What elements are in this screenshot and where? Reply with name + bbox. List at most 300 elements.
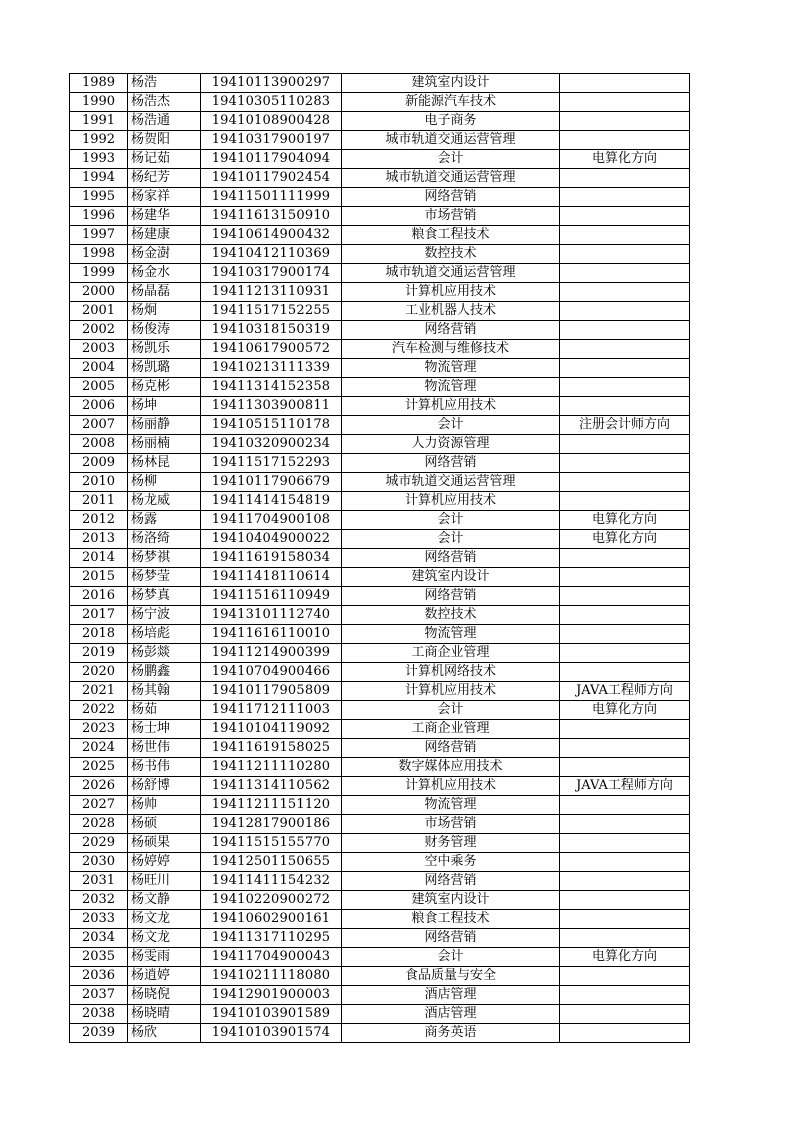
table-row xyxy=(70,302,690,321)
direction-note-cell xyxy=(560,568,690,587)
row-number-cell: 2026 xyxy=(70,777,128,796)
row-number-cell: 1996 xyxy=(70,207,128,226)
major-cell: 网络营销 xyxy=(342,321,560,340)
student-id-cell: 19411712111003 xyxy=(201,701,342,720)
student-id-cell: 19413101112740 xyxy=(201,606,342,625)
major-cell: 市场营销 xyxy=(342,207,560,226)
major-cell: 会计 xyxy=(342,150,560,169)
student-id-cell: 19411517152255 xyxy=(201,302,342,321)
major-cell: 网络营销 xyxy=(342,454,560,473)
row-number-cell: 2010 xyxy=(70,473,128,492)
major-cell: 会计 xyxy=(342,416,560,435)
row-number-cell: 2016 xyxy=(70,587,128,606)
direction-note-cell xyxy=(560,663,690,682)
direction-note-cell xyxy=(560,112,690,131)
student-name-cell: 杨柳 xyxy=(128,473,201,492)
student-name-cell: 杨家祥 xyxy=(128,188,201,207)
table-row xyxy=(70,853,690,872)
student-name-cell: 杨龙威 xyxy=(128,492,201,511)
direction-note-cell xyxy=(560,492,690,511)
table-row xyxy=(70,188,690,207)
direction-note-cell: 电算化方向 xyxy=(560,530,690,549)
table-row xyxy=(70,226,690,245)
direction-note-cell xyxy=(560,93,690,112)
row-number-cell: 2000 xyxy=(70,283,128,302)
table-row xyxy=(70,454,690,473)
row-number-cell: 2011 xyxy=(70,492,128,511)
student-id-cell: 19411517152293 xyxy=(201,454,342,473)
row-number-cell: 2021 xyxy=(70,682,128,701)
direction-note-cell xyxy=(560,872,690,891)
student-name-cell: 杨露 xyxy=(128,511,201,530)
table-row xyxy=(70,74,690,93)
table-row xyxy=(70,872,690,891)
student-id-cell: 19411213110931 xyxy=(201,283,342,302)
direction-note-cell xyxy=(560,967,690,986)
student-name-cell: 杨纪芳 xyxy=(128,169,201,188)
table-row xyxy=(70,473,690,492)
row-number-cell: 2034 xyxy=(70,929,128,948)
student-name-cell: 杨世伟 xyxy=(128,739,201,758)
student-name-cell: 杨贺阳 xyxy=(128,131,201,150)
row-number-cell: 2030 xyxy=(70,853,128,872)
student-id-cell: 19411214900399 xyxy=(201,644,342,663)
direction-note-cell: 注册会计师方向 xyxy=(560,416,690,435)
table-row xyxy=(70,150,690,169)
row-number-cell: 2007 xyxy=(70,416,128,435)
major-cell: 数控技术 xyxy=(342,245,560,264)
student-name-cell: 杨帅 xyxy=(128,796,201,815)
student-id-cell: 19410404900022 xyxy=(201,530,342,549)
student-name-cell: 杨文静 xyxy=(128,891,201,910)
direction-note-cell xyxy=(560,739,690,758)
student-name-cell: 杨硕果 xyxy=(128,834,201,853)
table-row xyxy=(70,815,690,834)
major-cell: 财务管理 xyxy=(342,834,560,853)
student-name-cell: 杨凯乐 xyxy=(128,340,201,359)
student-id-cell: 19410617900572 xyxy=(201,340,342,359)
table-row xyxy=(70,359,690,378)
table-row xyxy=(70,606,690,625)
table-row xyxy=(70,131,690,150)
student-name-cell: 杨文龙 xyxy=(128,929,201,948)
student-name-cell: 杨晶磊 xyxy=(128,283,201,302)
student-name-cell: 杨俊涛 xyxy=(128,321,201,340)
direction-note-cell xyxy=(560,207,690,226)
direction-note-cell xyxy=(560,302,690,321)
direction-note-cell xyxy=(560,454,690,473)
direction-note-cell xyxy=(560,986,690,1005)
major-cell: 计算机应用技术 xyxy=(342,492,560,511)
row-number-cell: 2036 xyxy=(70,967,128,986)
major-cell: 城市轨道交通运营管理 xyxy=(342,131,560,150)
major-cell: 建筑室内设计 xyxy=(342,568,560,587)
student-id-cell: 19411501111999 xyxy=(201,188,342,207)
major-cell: 网络营销 xyxy=(342,587,560,606)
major-cell: 工商企业管理 xyxy=(342,644,560,663)
table-row xyxy=(70,796,690,815)
row-number-cell: 2013 xyxy=(70,530,128,549)
student-id-cell: 19410318150319 xyxy=(201,321,342,340)
student-name-cell: 杨舒博 xyxy=(128,777,201,796)
major-cell: 粮食工程技术 xyxy=(342,910,560,929)
table-row xyxy=(70,986,690,1005)
direction-note-cell xyxy=(560,549,690,568)
direction-note-cell xyxy=(560,796,690,815)
table-row xyxy=(70,245,690,264)
student-id-cell: 19411704900108 xyxy=(201,511,342,530)
table-row xyxy=(70,112,690,131)
table-row xyxy=(70,321,690,340)
major-cell: 食品质量与安全 xyxy=(342,967,560,986)
major-cell: 人力资源管理 xyxy=(342,435,560,454)
row-number-cell: 2038 xyxy=(70,1005,128,1024)
student-id-cell: 19411211110280 xyxy=(201,758,342,777)
direction-note-cell: 电算化方向 xyxy=(560,511,690,530)
table-row xyxy=(70,511,690,530)
direction-note-cell xyxy=(560,226,690,245)
major-cell: 城市轨道交通运营管理 xyxy=(342,264,560,283)
student-id-cell: 19411613150910 xyxy=(201,207,342,226)
major-cell: 空中乘务 xyxy=(342,853,560,872)
row-number-cell: 2020 xyxy=(70,663,128,682)
student-name-cell: 杨茹 xyxy=(128,701,201,720)
student-name-cell: 杨彭燚 xyxy=(128,644,201,663)
student-name-cell: 杨坤 xyxy=(128,397,201,416)
student-id-cell: 19410117902454 xyxy=(201,169,342,188)
table-row xyxy=(70,682,690,701)
table-row xyxy=(70,948,690,967)
table-row xyxy=(70,549,690,568)
student-id-cell: 19410515110178 xyxy=(201,416,342,435)
row-number-cell: 1991 xyxy=(70,112,128,131)
row-number-cell: 2028 xyxy=(70,815,128,834)
direction-note-cell xyxy=(560,435,690,454)
direction-note-cell xyxy=(560,1024,690,1043)
table-row xyxy=(70,625,690,644)
row-number-cell: 2006 xyxy=(70,397,128,416)
student-id-cell: 19412501150655 xyxy=(201,853,342,872)
major-cell: 汽车检测与维修技术 xyxy=(342,340,560,359)
student-name-cell: 杨建华 xyxy=(128,207,201,226)
row-number-cell: 2027 xyxy=(70,796,128,815)
table-row xyxy=(70,530,690,549)
direction-note-cell: 电算化方向 xyxy=(560,948,690,967)
student-id-cell: 19410704900466 xyxy=(201,663,342,682)
major-cell: 会计 xyxy=(342,511,560,530)
student-name-cell: 杨林昆 xyxy=(128,454,201,473)
direction-note-cell xyxy=(560,834,690,853)
direction-note-cell xyxy=(560,644,690,663)
student-name-cell: 杨浩 xyxy=(128,74,201,93)
row-number-cell: 2001 xyxy=(70,302,128,321)
row-number-cell: 1989 xyxy=(70,74,128,93)
direction-note-cell xyxy=(560,74,690,93)
major-cell: 计算机应用技术 xyxy=(342,397,560,416)
student-name-cell: 杨婷婷 xyxy=(128,853,201,872)
direction-note-cell xyxy=(560,283,690,302)
student-id-cell: 19412817900186 xyxy=(201,815,342,834)
major-cell: 商务英语 xyxy=(342,1024,560,1043)
table-row xyxy=(70,910,690,929)
student-id-cell: 19411317110295 xyxy=(201,929,342,948)
major-cell: 网络营销 xyxy=(342,188,560,207)
table-row xyxy=(70,435,690,454)
direction-note-cell: 电算化方向 xyxy=(560,701,690,720)
row-number-cell: 1998 xyxy=(70,245,128,264)
student-name-cell: 杨金澍 xyxy=(128,245,201,264)
row-number-cell: 2012 xyxy=(70,511,128,530)
row-number-cell: 2017 xyxy=(70,606,128,625)
major-cell: 会计 xyxy=(342,530,560,549)
student-id-cell: 19410103901589 xyxy=(201,1005,342,1024)
student-name-cell: 杨培彪 xyxy=(128,625,201,644)
major-cell: 建筑室内设计 xyxy=(342,891,560,910)
student-id-cell: 19411619158034 xyxy=(201,549,342,568)
student-id-cell: 19411414154819 xyxy=(201,492,342,511)
row-number-cell: 2002 xyxy=(70,321,128,340)
student-id-cell: 19411704900043 xyxy=(201,948,342,967)
major-cell: 建筑室内设计 xyxy=(342,74,560,93)
student-name-cell: 杨士坤 xyxy=(128,720,201,739)
direction-note-cell: JAVA工程师方向 xyxy=(560,682,690,701)
major-cell: 新能源汽车技术 xyxy=(342,93,560,112)
table-row xyxy=(70,777,690,796)
row-number-cell: 2035 xyxy=(70,948,128,967)
table-row xyxy=(70,1024,690,1043)
student-name-cell: 杨书伟 xyxy=(128,758,201,777)
row-number-cell: 2014 xyxy=(70,549,128,568)
table-row xyxy=(70,720,690,739)
major-cell: 数控技术 xyxy=(342,606,560,625)
table-row xyxy=(70,644,690,663)
table-row xyxy=(70,492,690,511)
direction-note-cell: JAVA工程师方向 xyxy=(560,777,690,796)
student-name-cell: 杨炯 xyxy=(128,302,201,321)
table-row xyxy=(70,967,690,986)
direction-note-cell xyxy=(560,720,690,739)
student-name-cell: 杨梦莹 xyxy=(128,568,201,587)
row-number-cell: 2003 xyxy=(70,340,128,359)
row-number-cell: 2033 xyxy=(70,910,128,929)
table-row xyxy=(70,587,690,606)
direction-note-cell xyxy=(560,910,690,929)
row-number-cell: 2009 xyxy=(70,454,128,473)
row-number-cell: 2008 xyxy=(70,435,128,454)
table-row xyxy=(70,929,690,948)
student-name-cell: 杨旺川 xyxy=(128,872,201,891)
student-name-cell: 杨其翰 xyxy=(128,682,201,701)
student-id-cell: 19410104119092 xyxy=(201,720,342,739)
direction-note-cell: 电算化方向 xyxy=(560,150,690,169)
row-number-cell: 2039 xyxy=(70,1024,128,1043)
table-row xyxy=(70,739,690,758)
direction-note-cell xyxy=(560,264,690,283)
row-number-cell: 1994 xyxy=(70,169,128,188)
student-id-cell: 19410213111339 xyxy=(201,359,342,378)
student-name-cell: 杨洛绮 xyxy=(128,530,201,549)
row-number-cell: 1992 xyxy=(70,131,128,150)
row-number-cell: 2005 xyxy=(70,378,128,397)
student-name-cell: 杨文龙 xyxy=(128,910,201,929)
student-id-cell: 19411303900811 xyxy=(201,397,342,416)
student-id-cell: 19410211118080 xyxy=(201,967,342,986)
major-cell: 网络营销 xyxy=(342,549,560,568)
row-number-cell: 2037 xyxy=(70,986,128,1005)
student-id-cell: 19410602900161 xyxy=(201,910,342,929)
table-row xyxy=(70,416,690,435)
student-id-cell: 19411314152358 xyxy=(201,378,342,397)
major-cell: 计算机应用技术 xyxy=(342,682,560,701)
student-list-table xyxy=(69,73,690,1043)
student-id-cell: 19410412110369 xyxy=(201,245,342,264)
table-row xyxy=(70,568,690,587)
direction-note-cell xyxy=(560,245,690,264)
student-id-cell: 19410117905809 xyxy=(201,682,342,701)
table-row xyxy=(70,283,690,302)
direction-note-cell xyxy=(560,378,690,397)
direction-note-cell xyxy=(560,853,690,872)
table-row xyxy=(70,207,690,226)
table-row xyxy=(70,891,690,910)
direction-note-cell xyxy=(560,891,690,910)
major-cell: 网络营销 xyxy=(342,739,560,758)
direction-note-cell xyxy=(560,188,690,207)
student-name-cell: 杨克彬 xyxy=(128,378,201,397)
direction-note-cell xyxy=(560,397,690,416)
major-cell: 工商企业管理 xyxy=(342,720,560,739)
student-id-cell: 19411619158025 xyxy=(201,739,342,758)
student-name-cell: 杨鹏鑫 xyxy=(128,663,201,682)
major-cell: 物流管理 xyxy=(342,378,560,397)
direction-note-cell xyxy=(560,587,690,606)
major-cell: 会计 xyxy=(342,701,560,720)
row-number-cell: 2024 xyxy=(70,739,128,758)
major-cell: 酒店管理 xyxy=(342,986,560,1005)
student-id-cell: 19410614900432 xyxy=(201,226,342,245)
direction-note-cell xyxy=(560,815,690,834)
table-row xyxy=(70,663,690,682)
major-cell: 电子商务 xyxy=(342,112,560,131)
student-name-cell: 杨逍婷 xyxy=(128,967,201,986)
table-row xyxy=(70,701,690,720)
row-number-cell: 2031 xyxy=(70,872,128,891)
student-name-cell: 杨硕 xyxy=(128,815,201,834)
table-row xyxy=(70,169,690,188)
row-number-cell: 1997 xyxy=(70,226,128,245)
student-name-cell: 杨建康 xyxy=(128,226,201,245)
major-cell: 物流管理 xyxy=(342,796,560,815)
major-cell: 数字媒体应用技术 xyxy=(342,758,560,777)
major-cell: 粮食工程技术 xyxy=(342,226,560,245)
direction-note-cell xyxy=(560,359,690,378)
student-id-cell: 19411418110614 xyxy=(201,568,342,587)
direction-note-cell xyxy=(560,169,690,188)
direction-note-cell xyxy=(560,340,690,359)
direction-note-cell xyxy=(560,473,690,492)
student-name-cell: 杨浩通 xyxy=(128,112,201,131)
major-cell: 网络营销 xyxy=(342,872,560,891)
row-number-cell: 2022 xyxy=(70,701,128,720)
student-id-cell: 19410113900297 xyxy=(201,74,342,93)
row-number-cell: 2015 xyxy=(70,568,128,587)
student-name-cell: 杨宁波 xyxy=(128,606,201,625)
major-cell: 计算机应用技术 xyxy=(342,777,560,796)
major-cell: 物流管理 xyxy=(342,625,560,644)
student-id-cell: 19411411154232 xyxy=(201,872,342,891)
student-id-cell: 19411314110562 xyxy=(201,777,342,796)
student-id-cell: 19411515155770 xyxy=(201,834,342,853)
row-number-cell: 2023 xyxy=(70,720,128,739)
student-id-cell: 19410108900428 xyxy=(201,112,342,131)
major-cell: 城市轨道交通运营管理 xyxy=(342,169,560,188)
table-row xyxy=(70,340,690,359)
major-cell: 计算机应用技术 xyxy=(342,283,560,302)
row-number-cell: 2032 xyxy=(70,891,128,910)
row-number-cell: 2029 xyxy=(70,834,128,853)
row-number-cell: 2019 xyxy=(70,644,128,663)
student-name-cell: 杨浩杰 xyxy=(128,93,201,112)
student-id-cell: 19410220900272 xyxy=(201,891,342,910)
major-cell: 计算机网络技术 xyxy=(342,663,560,682)
student-id-cell: 19412901900003 xyxy=(201,986,342,1005)
major-cell: 会计 xyxy=(342,948,560,967)
student-name-cell: 杨丽静 xyxy=(128,416,201,435)
major-cell: 市场营销 xyxy=(342,815,560,834)
student-id-cell: 19410317900174 xyxy=(201,264,342,283)
table-row xyxy=(70,1005,690,1024)
table-row xyxy=(70,397,690,416)
major-cell: 工业机器人技术 xyxy=(342,302,560,321)
student-id-cell: 19410117904094 xyxy=(201,150,342,169)
table-row xyxy=(70,834,690,853)
student-id-cell: 19410117906679 xyxy=(201,473,342,492)
direction-note-cell xyxy=(560,321,690,340)
direction-note-cell xyxy=(560,625,690,644)
student-name-cell: 杨金水 xyxy=(128,264,201,283)
major-cell: 物流管理 xyxy=(342,359,560,378)
row-number-cell: 2018 xyxy=(70,625,128,644)
student-id-cell: 19410103901574 xyxy=(201,1024,342,1043)
row-number-cell: 1995 xyxy=(70,188,128,207)
direction-note-cell xyxy=(560,131,690,150)
student-name-cell: 杨记茹 xyxy=(128,150,201,169)
student-id-cell: 19411516110949 xyxy=(201,587,342,606)
student-id-cell: 19410305110283 xyxy=(201,93,342,112)
direction-note-cell xyxy=(560,1005,690,1024)
student-name-cell: 杨晓晴 xyxy=(128,1005,201,1024)
student-id-cell: 19410317900197 xyxy=(201,131,342,150)
row-number-cell: 1993 xyxy=(70,150,128,169)
student-name-cell: 杨梦祺 xyxy=(128,549,201,568)
student-id-cell: 19411211151120 xyxy=(201,796,342,815)
major-cell: 酒店管理 xyxy=(342,1005,560,1024)
row-number-cell: 2025 xyxy=(70,758,128,777)
table-row xyxy=(70,758,690,777)
student-name-cell: 杨丽楠 xyxy=(128,435,201,454)
table-row xyxy=(70,264,690,283)
student-name-cell: 杨欣 xyxy=(128,1024,201,1043)
student-name-cell: 杨凯璐 xyxy=(128,359,201,378)
row-number-cell: 2004 xyxy=(70,359,128,378)
student-name-cell: 杨雯雨 xyxy=(128,948,201,967)
major-cell: 网络营销 xyxy=(342,929,560,948)
student-id-cell: 19411616110010 xyxy=(201,625,342,644)
student-id-cell: 19410320900234 xyxy=(201,435,342,454)
table-row xyxy=(70,378,690,397)
table-row xyxy=(70,93,690,112)
direction-note-cell xyxy=(560,929,690,948)
